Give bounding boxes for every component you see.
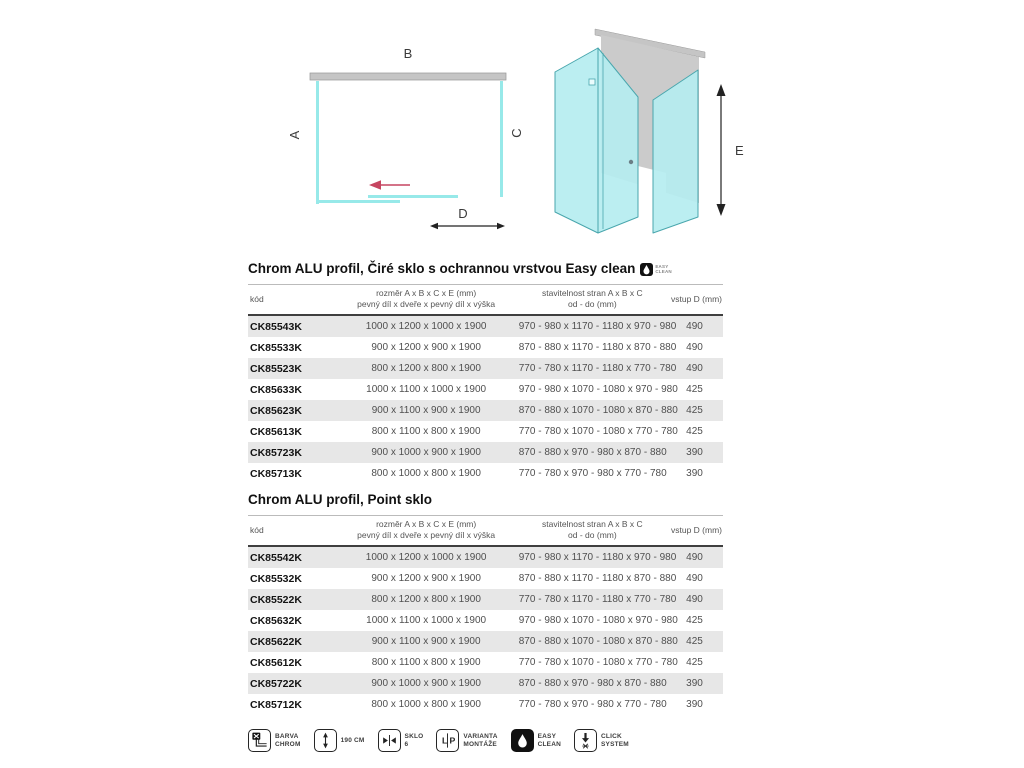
table-row bbox=[248, 463, 723, 484]
easy-clean-badge bbox=[640, 263, 672, 276]
plan-label-c: C bbox=[509, 128, 524, 138]
code-cell: CK85523K bbox=[250, 362, 302, 375]
header-entry: vstup D (mm) bbox=[666, 285, 723, 316]
glass-thickness-icon bbox=[378, 729, 401, 752]
header-code: kód bbox=[248, 516, 334, 547]
table-row bbox=[248, 379, 723, 400]
size-cell: 1000 x 1200 x 1000 x 1900 bbox=[365, 552, 487, 563]
header-entry: vstup D (mm) bbox=[666, 516, 723, 547]
size-cell: 900 x 1200 x 900 x 1900 bbox=[371, 342, 481, 353]
code-cell: CK85622K bbox=[250, 635, 302, 648]
section-title-text: Chrom ALU profil, Point sklo bbox=[248, 492, 432, 507]
door-handle-icon bbox=[629, 160, 633, 164]
entry-cell: 390 bbox=[686, 468, 703, 479]
section-title-easy-clean bbox=[248, 261, 723, 277]
feature-barva-chrom: BARVA CHROM bbox=[248, 729, 301, 752]
iso-label-e: E bbox=[735, 143, 744, 158]
range-cell: 870 - 880 x 1170 - 1180 x 870 - 880 bbox=[518, 342, 677, 353]
size-cell: 800 x 1100 x 800 x 1900 bbox=[371, 426, 481, 437]
code-cell: CK85633K bbox=[250, 383, 302, 396]
table-row bbox=[248, 337, 723, 358]
table-row bbox=[248, 568, 723, 589]
entry-cell: 425 bbox=[686, 426, 703, 437]
code-cell: CK85632K bbox=[250, 614, 302, 627]
spec-table-easy-clean bbox=[248, 284, 723, 484]
code-cell: CK85532K bbox=[250, 572, 302, 585]
code-cell: CK85722K bbox=[250, 677, 302, 690]
feature-height-190: 190 CM bbox=[314, 729, 365, 752]
iso-glass-left-panel bbox=[555, 48, 598, 233]
entry-cell: 425 bbox=[686, 657, 703, 668]
code-cell: CK85623K bbox=[250, 404, 302, 417]
table-row bbox=[248, 400, 723, 421]
code-cell: CK85613K bbox=[250, 425, 302, 438]
entry-cell: 490 bbox=[686, 342, 703, 353]
code-cell: CK85543K bbox=[250, 320, 302, 333]
iso-view-diagram bbox=[535, 20, 765, 235]
entry-cell: 425 bbox=[686, 636, 703, 647]
left-right-variant-icon bbox=[436, 729, 459, 752]
range-cell: 970 - 980 x 1170 - 1180 x 970 - 980 bbox=[518, 321, 677, 332]
size-cell: 900 x 1100 x 900 x 1900 bbox=[371, 636, 481, 647]
feature-icon-row bbox=[248, 729, 723, 752]
entry-cell: 490 bbox=[686, 363, 703, 374]
size-cell: 800 x 1100 x 800 x 1900 bbox=[371, 657, 481, 668]
table-header-row bbox=[248, 285, 723, 316]
spec-table-point-sklo bbox=[248, 515, 723, 715]
table-row bbox=[248, 673, 723, 694]
height-arrow bbox=[717, 84, 726, 216]
feature-varianta-montaze: L P VARIANTA MONTÁŽE bbox=[436, 729, 497, 752]
feature-sklo-6: SKLO 6 bbox=[378, 729, 424, 752]
range-cell: 770 - 780 x 1070 - 1080 x 770 - 780 bbox=[518, 426, 678, 437]
plan-label-b: B bbox=[403, 46, 413, 61]
easy-clean-badge-label: EASY CLEAN bbox=[655, 264, 672, 274]
plan-view-diagram bbox=[270, 40, 530, 240]
entry-cell: 490 bbox=[686, 573, 703, 584]
table-row bbox=[248, 358, 723, 379]
table-row bbox=[248, 442, 723, 463]
plan-label-a: A bbox=[287, 130, 302, 140]
svg-text:L: L bbox=[442, 735, 448, 746]
range-cell: 770 - 780 x 970 - 980 x 770 - 780 bbox=[518, 699, 667, 710]
table-row bbox=[248, 421, 723, 442]
size-cell: 900 x 1100 x 900 x 1900 bbox=[371, 405, 481, 416]
table-row bbox=[248, 610, 723, 631]
size-cell: 1000 x 1200 x 1000 x 1900 bbox=[365, 321, 487, 332]
svg-text:P: P bbox=[449, 735, 456, 746]
range-cell: 770 - 780 x 1170 - 1180 x 770 - 780 bbox=[518, 594, 677, 605]
size-cell: 1000 x 1100 x 1000 x 1900 bbox=[366, 615, 487, 626]
door-slide-arrow bbox=[369, 180, 410, 190]
height-arrow-icon bbox=[314, 729, 337, 752]
entry-cell: 425 bbox=[686, 615, 703, 626]
table-row bbox=[248, 631, 723, 652]
chrome-profile-icon bbox=[248, 729, 271, 752]
size-cell: 900 x 1200 x 900 x 1900 bbox=[371, 573, 481, 584]
range-cell: 970 - 980 x 1170 - 1180 x 970 - 980 bbox=[518, 552, 677, 563]
range-cell: 870 - 880 x 1070 - 1080 x 870 - 880 bbox=[518, 636, 678, 647]
entry-width-arrow bbox=[430, 223, 505, 229]
entry-cell: 490 bbox=[686, 321, 703, 332]
size-cell: 900 x 1000 x 900 x 1900 bbox=[371, 678, 481, 689]
entry-cell: 425 bbox=[686, 405, 703, 416]
code-cell: CK85533K bbox=[250, 341, 302, 354]
size-cell: 900 x 1000 x 900 x 1900 bbox=[371, 447, 481, 458]
code-cell: CK85522K bbox=[250, 593, 302, 606]
header-size: rozměr A x B x C x E (mm) pevný díl x dveře x pevný díl x výška bbox=[334, 285, 519, 316]
entry-cell: 390 bbox=[686, 447, 703, 458]
range-cell: 870 - 880 x 1070 - 1080 x 870 - 880 bbox=[518, 405, 678, 416]
size-cell: 1000 x 1100 x 1000 x 1900 bbox=[366, 384, 487, 395]
table-row bbox=[248, 589, 723, 610]
range-cell: 770 - 780 x 1170 - 1180 x 770 - 780 bbox=[518, 363, 677, 374]
header-range: stavitelnost stran A x B x C od - do (mm) bbox=[519, 285, 666, 316]
table-row bbox=[248, 694, 723, 715]
table-row bbox=[248, 315, 723, 337]
code-cell: CK85542K bbox=[250, 551, 302, 564]
section-title-point-sklo bbox=[248, 492, 723, 508]
size-cell: 800 x 1200 x 800 x 1900 bbox=[371, 363, 481, 374]
range-cell: 770 - 780 x 1070 - 1080 x 770 - 780 bbox=[518, 657, 678, 668]
size-cell: 800 x 1000 x 800 x 1900 bbox=[371, 699, 481, 710]
code-cell: CK85612K bbox=[250, 656, 302, 669]
water-drop-icon bbox=[640, 263, 653, 276]
size-cell: 800 x 1000 x 800 x 1900 bbox=[371, 468, 481, 479]
entry-cell: 490 bbox=[686, 594, 703, 605]
product-spec-content bbox=[248, 261, 723, 752]
header-size: rozměr A x B x C x E (mm) pevný díl x dveře x pevný díl x výška bbox=[334, 516, 519, 547]
entry-cell: 390 bbox=[686, 699, 703, 710]
section-title-text: Chrom ALU profil, Čiré sklo s ochrannou vrstvou Easy clean bbox=[248, 261, 636, 276]
plan-label-d: D bbox=[458, 206, 468, 221]
header-code: kód bbox=[248, 285, 334, 316]
table-header-row bbox=[248, 516, 723, 547]
code-cell: CK85713K bbox=[250, 467, 302, 480]
water-drop-icon bbox=[511, 729, 534, 752]
range-cell: 970 - 980 x 1070 - 1080 x 970 - 980 bbox=[518, 615, 678, 626]
range-cell: 970 - 980 x 1070 - 1080 x 970 - 980 bbox=[518, 384, 678, 395]
table-row bbox=[248, 652, 723, 673]
plan-top-wall bbox=[310, 73, 506, 80]
table-row bbox=[248, 546, 723, 568]
range-cell: 770 - 780 x 970 - 980 x 770 - 780 bbox=[518, 468, 667, 479]
entry-cell: 390 bbox=[686, 678, 703, 689]
header-range: stavitelnost stran A x B x C od - do (mm) bbox=[519, 516, 666, 547]
code-cell: CK85723K bbox=[250, 446, 302, 459]
code-cell: CK85712K bbox=[250, 698, 302, 711]
entry-cell: 490 bbox=[686, 552, 703, 563]
feature-easy-clean: EASY CLEAN bbox=[511, 729, 561, 752]
range-cell: 870 - 880 x 970 - 980 x 870 - 880 bbox=[518, 678, 667, 689]
iso-wall-bracket bbox=[589, 79, 595, 85]
entry-cell: 425 bbox=[686, 384, 703, 395]
range-cell: 870 - 880 x 970 - 980 x 870 - 880 bbox=[518, 447, 667, 458]
range-cell: 870 - 880 x 1170 - 1180 x 870 - 880 bbox=[518, 573, 677, 584]
size-cell: 800 x 1200 x 800 x 1900 bbox=[371, 594, 481, 605]
feature-click-system: CLICK SYSTEM bbox=[574, 729, 629, 752]
click-system-icon bbox=[574, 729, 597, 752]
